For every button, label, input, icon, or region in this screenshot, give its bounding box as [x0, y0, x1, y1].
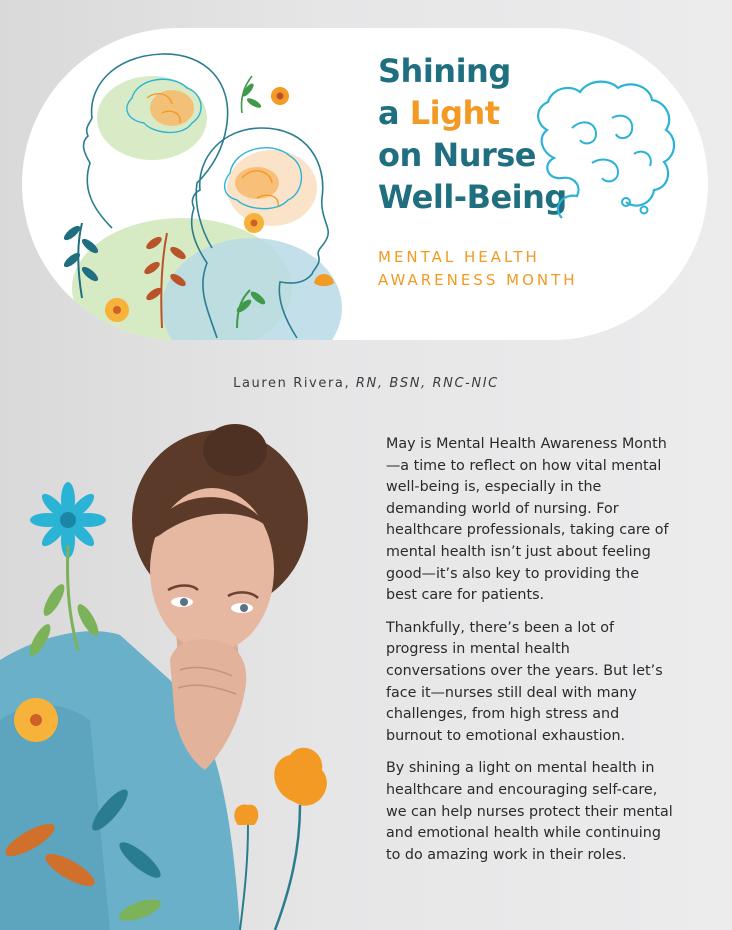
subtitle-line-2: AWARENESS MONTH	[378, 271, 578, 289]
article-body	[386, 434, 674, 877]
title-line-4: Well-Being	[378, 178, 567, 216]
author-credentials: RN, BSN, RNC-NIC	[355, 376, 499, 391]
brain-outline-icon	[522, 68, 682, 238]
title-line-2-prefix: a	[378, 94, 410, 132]
subtitle-line-1: MENTAL HEALTH	[378, 248, 540, 266]
author-name: Lauren Rivera,	[233, 376, 356, 391]
article-paragraph-1: May is Mental Health Awareness Month—a time to reflect on how vital mental well-being is, especially in the demanding world of nursing. For healthcare professionals, taking care of mental health isn’t just about feeling good—it’s also key to providing the best care for patients.	[386, 436, 669, 604]
author-byline	[0, 376, 732, 391]
nurse-photo	[0, 420, 372, 930]
head-silhouettes-illustration	[22, 28, 402, 340]
hero-banner	[22, 28, 708, 340]
page-subtitle	[378, 246, 578, 292]
article-paragraph-2: Thankfully, there’s been a lot of progress in mental health conversations over the years. But let’s face it—nurses still deal with many challenges, from high stress and burnout to emotional exhaustion.	[386, 619, 663, 744]
title-accent-word: Light	[409, 94, 500, 132]
article-paragraph-3: By shining a light on mental health in healthcare and encouraging self-care, we can help nurses protect their mental and emotional health while continuing to do amazing work in their roles.	[386, 760, 673, 863]
title-line-1: Shining	[378, 52, 511, 90]
title-line-3: on Nurse	[378, 136, 536, 174]
